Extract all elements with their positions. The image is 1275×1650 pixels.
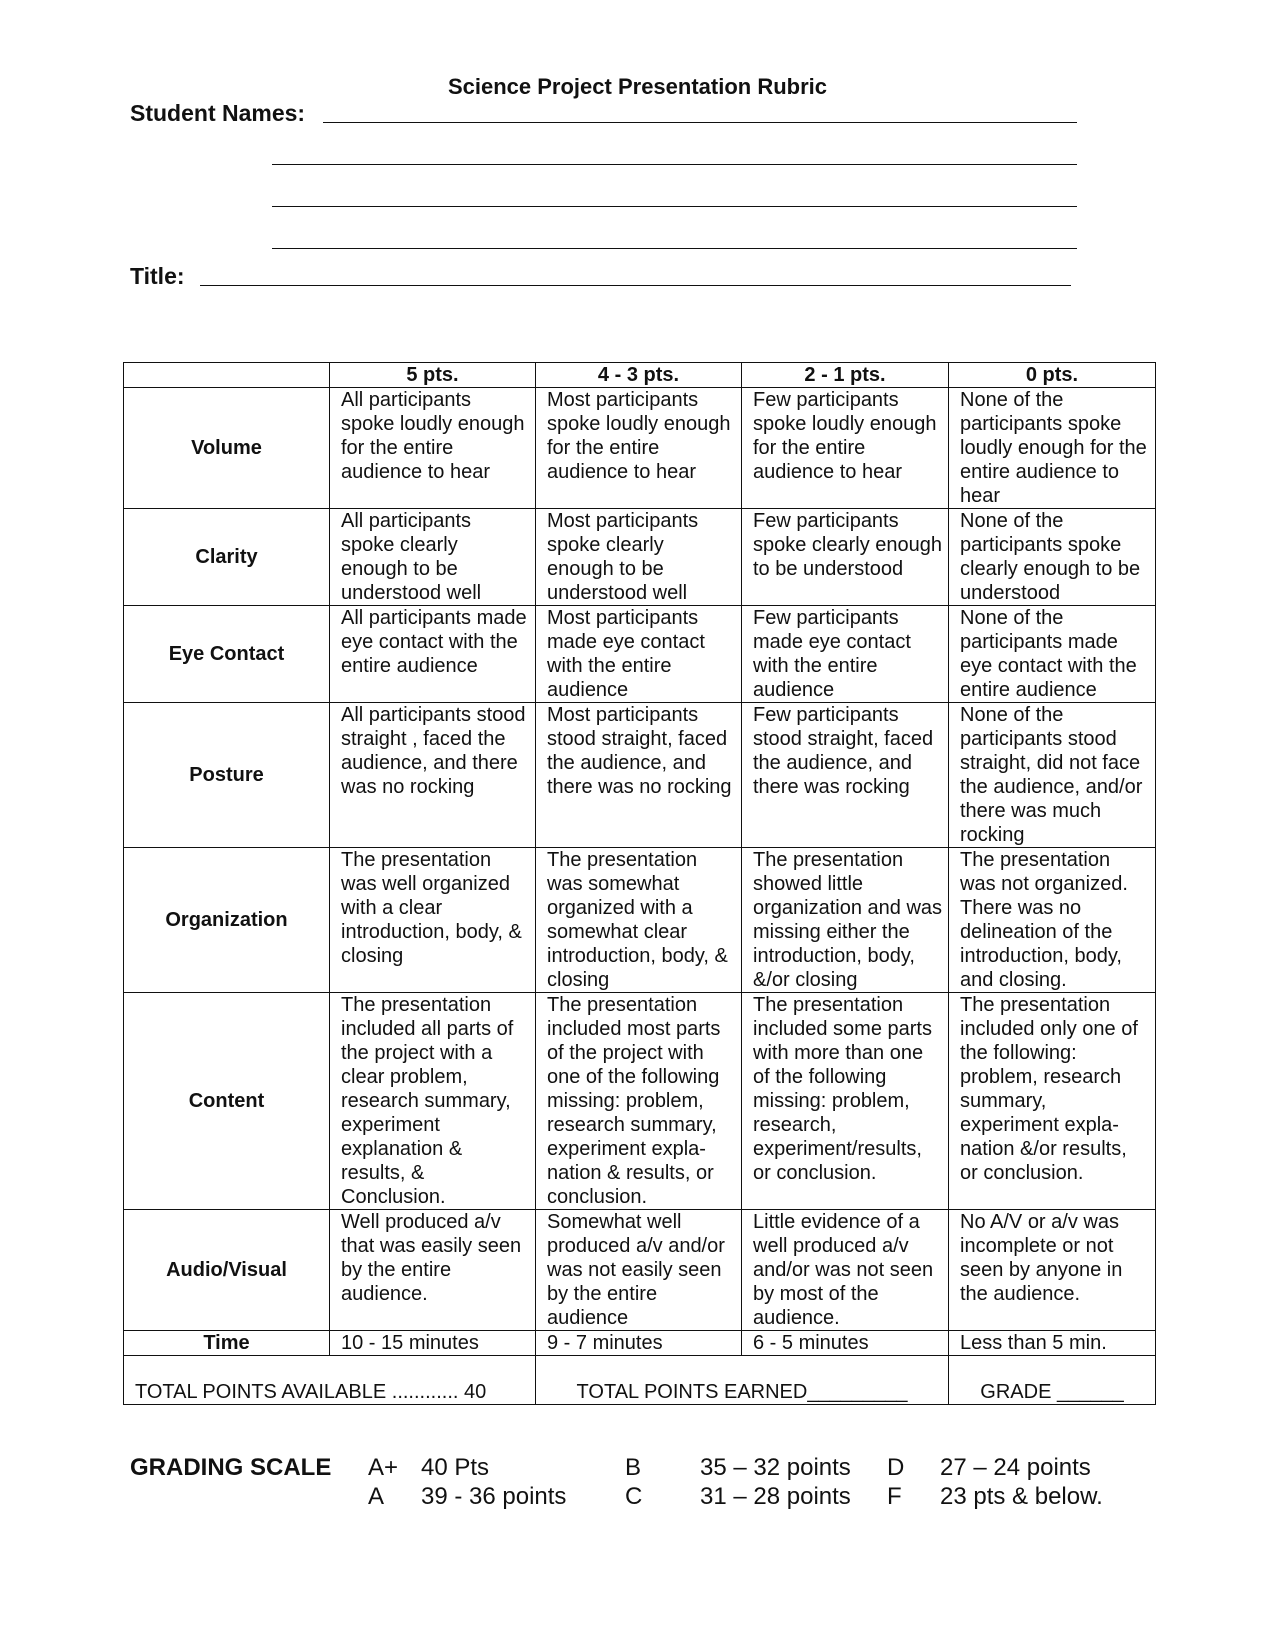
grade-field[interactable]: GRADE ______: [949, 1356, 1156, 1405]
student-name-line-2[interactable]: [272, 164, 1077, 165]
header-4-3-pts: 4 - 3 pts.: [536, 363, 742, 388]
cell-clarity-5: All participants spoke clearly enough to be understood well: [330, 509, 536, 606]
criterion-time: Time: [124, 1331, 330, 1356]
grade-range: 40 Pts: [421, 1454, 490, 1481]
student-name-line-1[interactable]: [323, 122, 1077, 123]
rubric-table: [123, 362, 1156, 1405]
header-5-pts: 5 pts.: [330, 363, 536, 388]
project-title-label: Title:: [130, 263, 185, 289]
cell-organization-0: The presentation was not organized. There was no delineation of the introduction, body, and closing.: [949, 848, 1156, 993]
cell-eye-contact-0: None of the participants made eye contact with the entire audience: [949, 606, 1156, 703]
cell-volume-4-3: Most participants spoke loudly enough for the entire audience to hear: [536, 388, 742, 509]
cell-organization-2-1: The presentation showed little organization and was missing either the introduction, body, &/or closing: [742, 848, 949, 993]
cell-time-2-1: 6 - 5 minutes: [742, 1331, 949, 1356]
cell-time-4-3: 9 - 7 minutes: [536, 1331, 742, 1356]
cell-audio-visual-5: Well produced a/v that was easily seen by the entire audience.: [330, 1210, 536, 1331]
header-2-1-pts: 2 - 1 pts.: [742, 363, 949, 388]
cell-content-5: The presentation included all parts of the project with a clear problem, research summary, experiment explanation & results, & Conclusion.: [330, 993, 536, 1210]
criterion-clarity: Clarity: [124, 509, 330, 606]
grade-letter: C: [625, 1483, 643, 1510]
cell-clarity-2-1: Few participants spoke clearly enough to be understood: [742, 509, 949, 606]
grading-scale-label: GRADING SCALE: [130, 1454, 332, 1481]
grade-range: 27 – 24 points: [940, 1454, 1091, 1481]
student-name-line-4[interactable]: [272, 248, 1077, 249]
criterion-content: Content: [124, 993, 330, 1210]
header-row: [124, 363, 1156, 388]
table-row: [124, 848, 1156, 993]
total-points-available: TOTAL POINTS AVAILABLE ............ 40: [124, 1356, 536, 1405]
cell-content-0: The presentation included only one of the following: problem, research summary, experiment expla-nation &/or results, or conclusion.: [949, 993, 1156, 1210]
table-row: [124, 606, 1156, 703]
cell-audio-visual-2-1: Little evidence of a well produced a/v and/or was not seen by most of the audience.: [742, 1210, 949, 1331]
student-name-line-3[interactable]: [272, 206, 1077, 207]
cell-posture-4-3: Most participants stood straight, faced the audience, and there was no rocking: [536, 703, 742, 848]
total-points-earned[interactable]: TOTAL POINTS EARNED_________: [536, 1356, 949, 1405]
cell-organization-4-3: The presentation was somewhat organized with a somewhat clear introduction, body, & closing: [536, 848, 742, 993]
grade-range: 31 – 28 points: [700, 1483, 851, 1510]
criterion-organization: Organization: [124, 848, 330, 993]
cell-posture-0: None of the participants stood straight, did not face the audience, and/or there was much rocking: [949, 703, 1156, 848]
header-criterion: [124, 363, 330, 388]
cell-clarity-4-3: Most participants spoke clearly enough to be understood well: [536, 509, 742, 606]
cell-content-2-1: The presentation included some parts with more than one of the following missing: problem, research, experiment/results, or conclusion.: [742, 993, 949, 1210]
totals-row: [124, 1356, 1156, 1405]
criterion-volume: Volume: [124, 388, 330, 509]
criterion-eye-contact: Eye Contact: [124, 606, 330, 703]
grade-letter: D: [887, 1454, 905, 1481]
table-row: [124, 703, 1156, 848]
table-row: [124, 388, 1156, 509]
cell-eye-contact-5: All participants made eye contact with the entire audience: [330, 606, 536, 703]
cell-organization-5: The presentation was well organized with a clear introduction, body, & closing: [330, 848, 536, 993]
cell-content-4-3: The presentation included most parts of the project with one of the following missing: problem, research summary, experiment expla-nation & results, or conclusion.: [536, 993, 742, 1210]
cell-time-0: Less than 5 min.: [949, 1331, 1156, 1356]
project-title-line[interactable]: [200, 285, 1071, 286]
table-row: [124, 1331, 1156, 1356]
cell-audio-visual-0: No A/V or a/v was incomplete or not seen by anyone in the audience.: [949, 1210, 1156, 1331]
cell-posture-2-1: Few participants stood straight, faced the audience, and there was rocking: [742, 703, 949, 848]
grade-letter: F: [887, 1483, 902, 1510]
table-row: [124, 1210, 1156, 1331]
table-row: [124, 509, 1156, 606]
grade-letter: A: [368, 1483, 385, 1510]
cell-audio-visual-4-3: Somewhat well produced a/v and/or was not easily seen by the entire audience: [536, 1210, 742, 1331]
grade-letter: A+: [368, 1454, 399, 1481]
grade-range: 39 - 36 points: [421, 1483, 567, 1510]
criterion-audio-visual: Audio/Visual: [124, 1210, 330, 1331]
cell-eye-contact-4-3: Most participants made eye contact with the entire audience: [536, 606, 742, 703]
grade-range: 35 – 32 points: [700, 1454, 851, 1481]
page-title: Science Project Presentation Rubric: [447, 74, 828, 99]
cell-time-5: 10 - 15 minutes: [330, 1331, 536, 1356]
criterion-posture: Posture: [124, 703, 330, 848]
cell-clarity-0: None of the participants spoke clearly enough to be understood: [949, 509, 1156, 606]
table-row: [124, 993, 1156, 1210]
cell-volume-2-1: Few participants spoke loudly enough for the entire audience to hear: [742, 388, 949, 509]
cell-eye-contact-2-1: Few participants made eye contact with the entire audience: [742, 606, 949, 703]
cell-volume-0: None of the participants spoke loudly enough for the entire audience to hear: [949, 388, 1156, 509]
grade-range: 23 pts & below.: [940, 1483, 1103, 1510]
student-names-label: Student Names:: [130, 100, 306, 126]
grade-letter: B: [625, 1454, 642, 1481]
cell-volume-5: All participants spoke loudly enough for the entire audience to hear: [330, 388, 536, 509]
header-0-pts: 0 pts.: [949, 363, 1156, 388]
cell-posture-5: All participants stood straight , faced the audience, and there was no rocking: [330, 703, 536, 848]
